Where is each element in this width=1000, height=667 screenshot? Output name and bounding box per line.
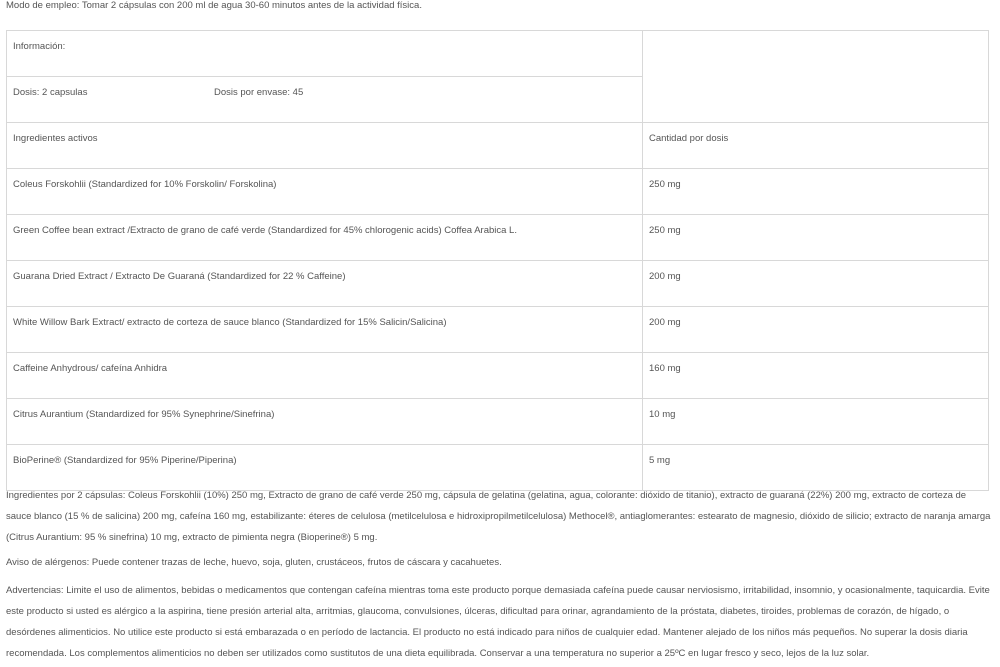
header-ingredient: Ingredientes activos (7, 123, 643, 169)
usage-instructions: Modo de empleo: Tomar 2 cápsulas con 200 ml de agua 30-60 minutos antes de la actividad física. (6, 0, 422, 11)
info-empty-cell (643, 31, 989, 123)
header-amount: Cantidad por dosis (643, 123, 989, 169)
ingredient-name: Guarana Dried Extract / Extracto De Guaraná (Standardized for 22 % Caffeine) (7, 261, 643, 307)
supplement-facts-table (6, 30, 989, 491)
table-row (7, 399, 989, 445)
ingredient-name: White Willow Bark Extract/ extracto de corteza de sauce blanco (Standardized for 15% Salicin/Salicina) (7, 307, 643, 353)
doses-per-container: Dosis por envase: 45 (214, 87, 304, 98)
table-row (7, 307, 989, 353)
table-row (7, 215, 989, 261)
table-row (7, 445, 989, 491)
ingredient-name: Green Coffee bean extract /Extracto de grano de café verde (Standardized for 45% chlorogenic acids) Coffea Arabica L. (7, 215, 643, 261)
ingredient-amount: 5 mg (643, 445, 989, 491)
ingredient-name: Citrus Aurantium (Standardized for 95% Synephrine/Sinefrina) (7, 399, 643, 445)
ingredient-amount: 200 mg (643, 261, 989, 307)
header-row (7, 123, 989, 169)
table-row (7, 169, 989, 215)
info-label: Información: (7, 31, 643, 77)
allergen-paragraph: Aviso de alérgenos: Puede contener trazas de leche, huevo, soja, gluten, crustáceos, frutos de cáscara y cacahuetes. (6, 557, 502, 568)
dose-cell (7, 77, 643, 123)
dose-label: Dosis: 2 capsulas (13, 87, 88, 98)
table-row (7, 353, 989, 399)
ingredient-name: Caffeine Anhydrous/ cafeína Anhidra (7, 353, 643, 399)
ingredient-amount: 10 mg (643, 399, 989, 445)
ingredient-name: Coleus Forskohlii (Standardized for 10% Forskolin/ Forskolina) (7, 169, 643, 215)
warnings-paragraph: Advertencias: Limite el uso de alimentos, bebidas o medicamentos que contengan cafeína mientras toma este producto porque demasiada cafeína puede causar nerviosismo, irritabilidad, insomnio, y ocasionalmente, taquicardia. Evite este producto si usted es alérgico a la aspirina, tiene presión arterial alta, arritmias, glaucoma, convulsiones, úlceras, dificultad para orinar, agrandamiento de la próstata, diabetes, tiroides, problemas de corazón, de hígado, o desórdenes alimenticios. No utilice este producto si está embarazada o en período de lactancia. El producto no está indicado para niños de cualquier edad. Mantener alejado de los niños más pequeños. No superar la dosis diaria recomendada. Los complementos alimenticios no deben ser utilizados como sustitutos de una dieta equilibrada. Conservar a una temperatura no superior a 25ºC en lugar fresco y seco, lejos de la luz solar. (6, 585, 990, 659)
ingredient-amount: 250 mg (643, 215, 989, 261)
info-row (7, 31, 989, 77)
ingredient-amount: 250 mg (643, 169, 989, 215)
table-row (7, 261, 989, 307)
ingredient-name: BioPerine® (Standardized for 95% Piperine/Piperina) (7, 445, 643, 491)
ingredients-paragraph: Ingredientes por 2 cápsulas: Coleus Forskohlii (10%) 250 mg, Extracto de grano de café verde 250 mg, cápsula de gelatina (gelatina, agua, colorante: dióxido de titanio), extracto de guaraná (22%) 200 mg, extracto de corteza de sauce blanco (15 % de salicina) 200 mg, cafeína 160 mg, estabilizante: éteres de celulosa (metilcelulosa e hidroxipropilmetilcelulosa) Methocel®, antiaglomerantes: estearato de magnesio, dióxido de silicio; extracto de naranja amarga (Citrus Aurantium: 95 % sinefrina) 10 mg, extracto de pimienta negra (Bioperine®) 5 mg. (6, 490, 991, 543)
ingredient-amount: 160 mg (643, 353, 989, 399)
ingredient-amount: 200 mg (643, 307, 989, 353)
